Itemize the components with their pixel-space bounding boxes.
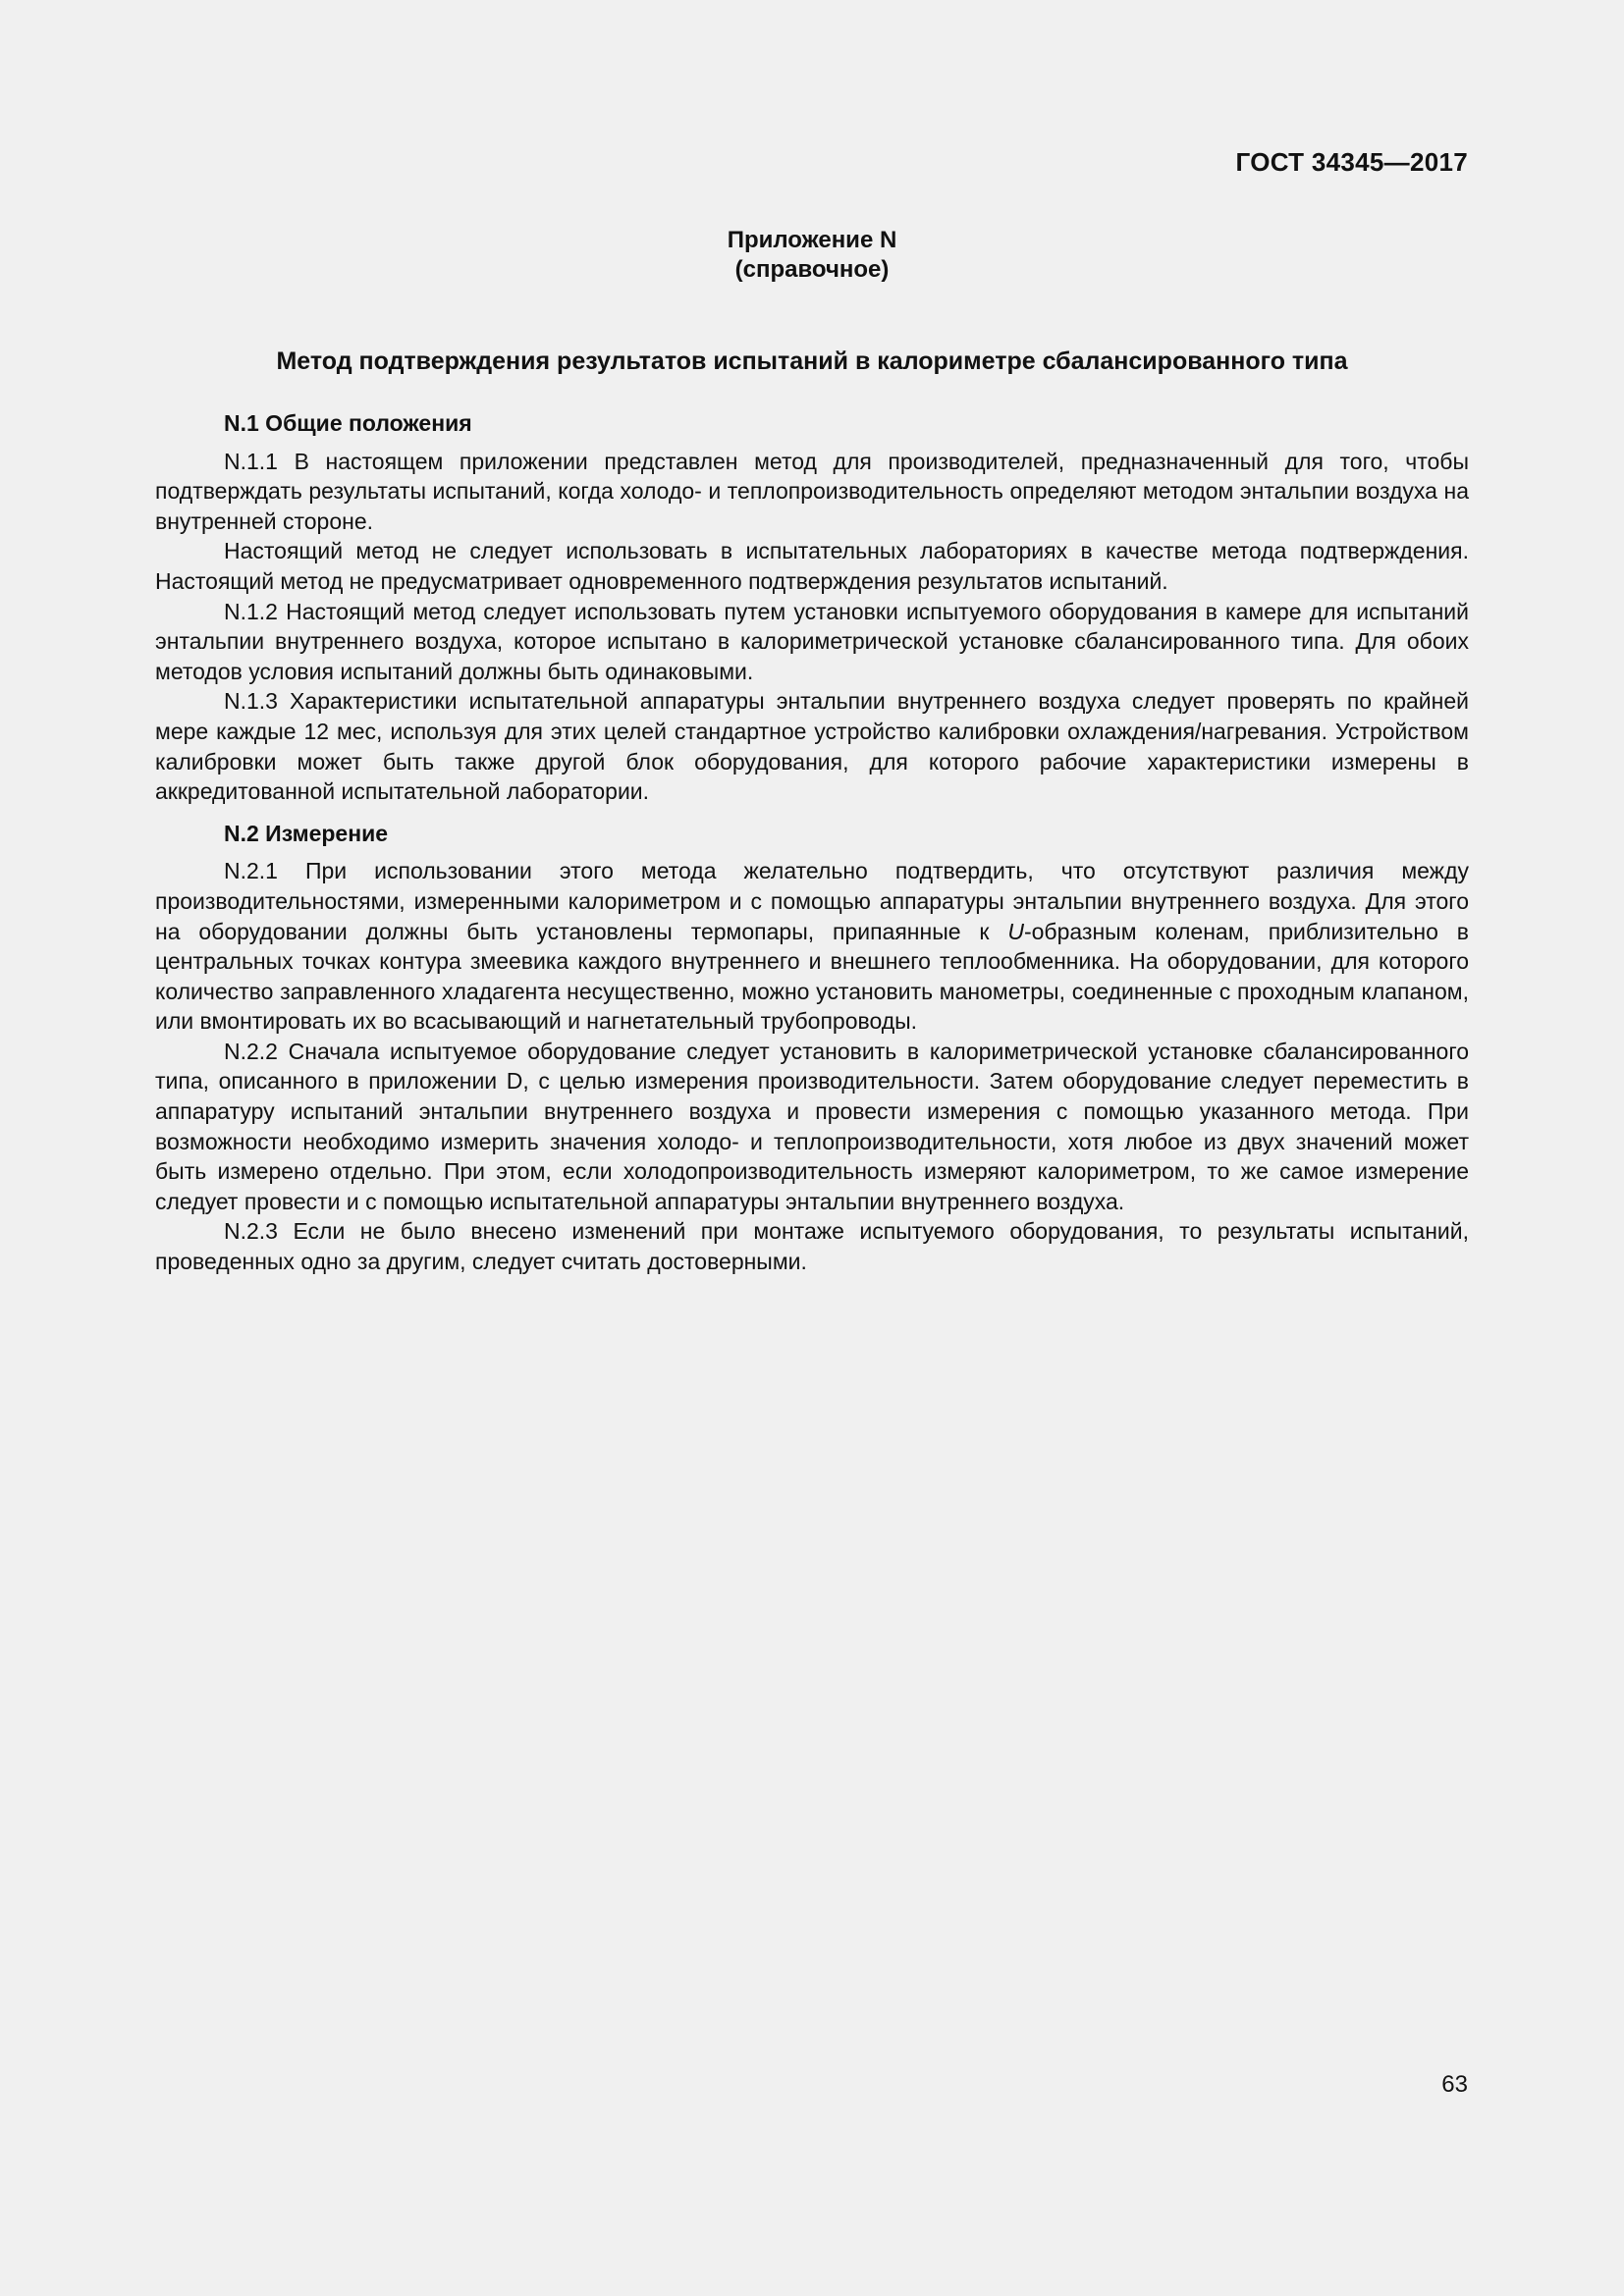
paragraph-n2-1-italic: U xyxy=(1007,918,1024,944)
paragraph-n1-2: N.1.2 Настоящий метод следует использовать путем установки испытуемого оборудования в камере для испытаний энтальпии внутреннего воздуха, которое испытано в калориметрической установке сбалансированного типа. Для обоих методов условия испытаний должны быть одинаковыми. xyxy=(155,598,1469,684)
appendix-label: Приложение N xyxy=(727,227,897,253)
appendix-type: (справочное) xyxy=(734,256,890,283)
paragraph-n2-1 xyxy=(155,856,1469,1037)
appendix-heading xyxy=(0,226,1624,285)
paragraph-n1-1: N.1.1 В настоящем приложении представлен метод для производителей, предназначенный для того, чтобы подтверждать результаты испытаний, когда холодо- и теплопроизводительность определяют методом энтальпии воздуха на внутренней стороне. xyxy=(155,448,1469,534)
page-title: Метод подтверждения результатов испытаний в калориметре сбалансированного типа xyxy=(276,347,1348,375)
section-heading-n1: N.1 Общие положения xyxy=(224,410,472,436)
page-number: 63 xyxy=(1441,2071,1468,2098)
paragraph-n2-3: N.2.3 Если не было внесено изменений при монтаже испытуемого оборудования, то результаты испытаний, проведенных одно за другим, следует считать достоверными. xyxy=(155,1218,1469,1275)
document-body xyxy=(155,408,1469,1277)
document-code: ГОСТ 34345—2017 xyxy=(1235,147,1468,177)
section-heading-n2: N.2 Измерение xyxy=(224,820,389,846)
paragraph-n2-2: N.2.2 Сначала испытуемое оборудование следует установить в калориметрической установке сбалансированного типа, описанного в приложении D, с целью измерения производительности. Затем оборудование следует переместить в аппаратуру испытаний энтальпии внутреннего воздуха и провести измерения с помощью указанного метода. При возможности необходимо измерить значения холодо- и теплопроизводительности, хотя любое из двух значений может быть измерено отдельно. При этом, если холодопроизводительность измеряют калориметром, то же самое измерение следует провести и с помощью испытательной аппаратуры энтальпии внутреннего воздуха. xyxy=(155,1038,1469,1214)
paragraph-n2-1-part1: N.2.1 При использовании этого метода желательно подтвердить, что отсутствуют различия между производительностями, измеренными калориметром и с помощью аппаратуры энтальпии внутреннего воздуха. Для этого на оборудовании должны быть установлены термопары, припаянные к xyxy=(155,858,1469,944)
paragraph-n2-1-part2: -образным коленам, приблизительно в центральных точках контура змеевика каждого внутреннего и внешнего теплообменника. На оборудовании, для которого количество заправленного хладагента несущественно, можно установить манометры, соединенные с проходным клапаном, или вмонтировать их во всасывающий и нагнетательный трубопроводы. xyxy=(155,918,1469,1035)
paragraph-n1-1-note: Настоящий метод не следует использовать в испытательных лабораториях в качестве метода подтверждения. Настоящий метод не предусматривает одновременного подтверждения результатов испытаний. xyxy=(155,538,1469,594)
paragraph-n1-3: N.1.3 Характеристики испытательной аппаратуры энтальпии внутреннего воздуха следует проверять по крайней мере каждые 12 мес, используя для этих целей стандартное устройство калибровки охлаждения/нагревания. Устройством калибровки может быть также другой блок оборудования, для которого рабочие характеристики измерены в аккредитованной испытательной лаборатории. xyxy=(155,688,1469,805)
